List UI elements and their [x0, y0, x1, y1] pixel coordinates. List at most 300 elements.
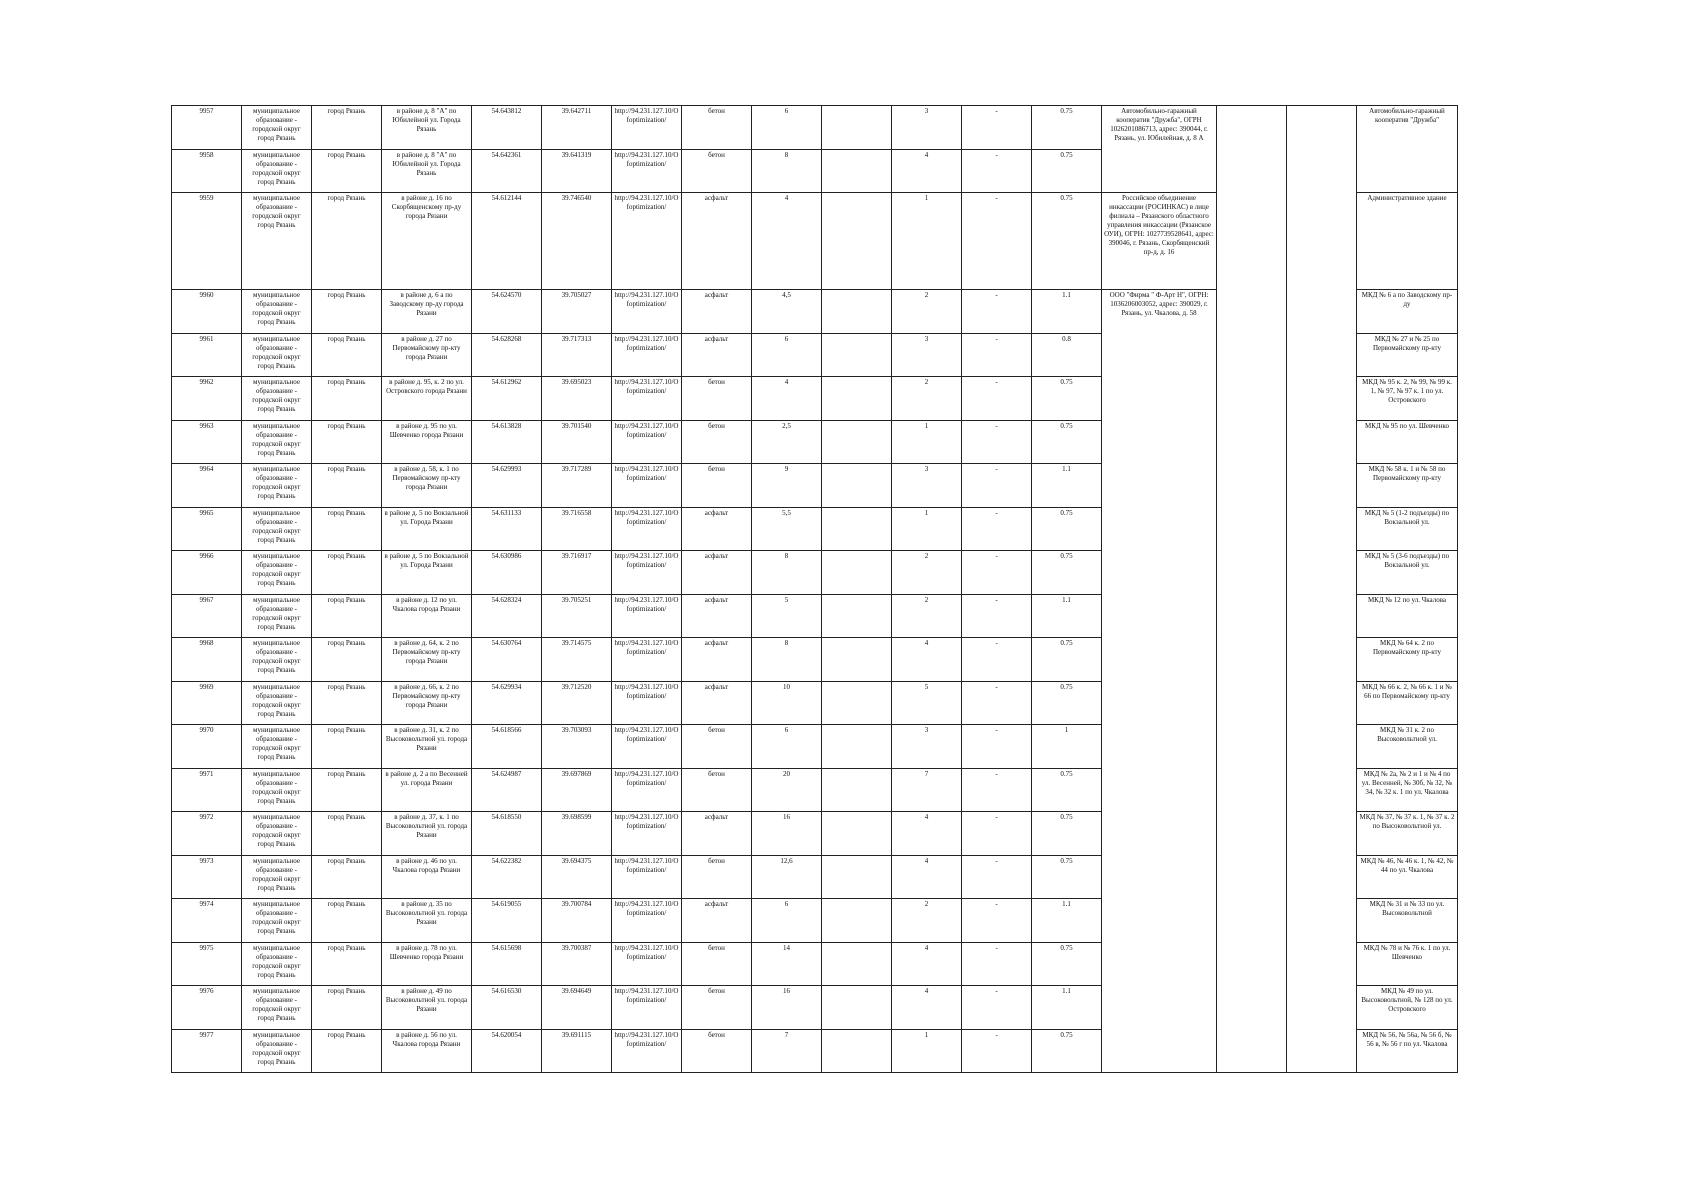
latitude-cell: 54.618566 [472, 725, 542, 769]
latitude-cell: 54.628324 [472, 594, 542, 638]
row-number: 9965 [172, 507, 242, 551]
surface-cell: бетон [682, 149, 752, 193]
volume-cell: 0.75 [1032, 507, 1102, 551]
row-number: 9967 [172, 594, 242, 638]
row-number: 9974 [172, 899, 242, 943]
municipality-cell: муниципальное образование - городской округ город Рязань [242, 551, 312, 595]
latitude-cell: 54.630986 [472, 551, 542, 595]
surface-cell: асфальт [682, 681, 752, 725]
empty-cell [822, 681, 892, 725]
city-cell: город Рязань [312, 290, 382, 334]
volume-cell: 0.75 [1032, 855, 1102, 899]
empty-cell [822, 333, 892, 377]
volume-cell: 0.75 [1032, 1029, 1102, 1073]
longitude-cell: 39.700784 [542, 899, 612, 943]
container-count-cell: 4 [892, 942, 962, 986]
waste-source-cell: МКД № 66 к. 2, № 66 к. 1 и № 66 по Первомайскому пр-кту [1357, 681, 1458, 725]
surface-cell: асфальт [682, 812, 752, 856]
address-cell: в районе д. 27 по Первомайскому пр-кту города Рязани [382, 333, 472, 377]
container-count-cell: 1 [892, 420, 962, 464]
surface-cell: асфальт [682, 333, 752, 377]
row-number: 9968 [172, 638, 242, 682]
area-cell: 16 [752, 812, 822, 856]
longitude-cell: 39.717289 [542, 464, 612, 508]
address-cell: в районе д. 46 по ул. Чкалова города Рязани [382, 855, 472, 899]
area-cell: 14 [752, 942, 822, 986]
waste-source-cell: МКД № 31 и № 33 по ул. Высоковольтной [1357, 899, 1458, 943]
map-link-cell[interactable]: http://94.231.127.10/Ofoptimization/ [612, 149, 682, 193]
row-number: 9960 [172, 290, 242, 334]
latitude-cell: 54.612144 [472, 193, 542, 290]
map-link-cell[interactable]: http://94.231.127.10/Ofoptimization/ [612, 1029, 682, 1073]
surface-cell: бетон [682, 855, 752, 899]
address-cell: в районе д. 31, к. 2 по Высоковольтной ул. города Рязани [382, 725, 472, 769]
municipality-cell: муниципальное образование - городской округ город Рязань [242, 986, 312, 1030]
latitude-cell: 54.624570 [472, 290, 542, 334]
volume-cell: 0.75 [1032, 812, 1102, 856]
surface-cell: асфальт [682, 594, 752, 638]
surface-cell: бетон [682, 768, 752, 812]
empty-cell [822, 638, 892, 682]
owner-cell: Автомобильно-гаражный кооператив "Дружба", ОГРН 1026201086713, адрес: 390044, г. Рязань, ул. Юбилейная, д. 8 А [1102, 106, 1217, 193]
map-link-cell[interactable]: http://94.231.127.10/Ofoptimization/ [612, 507, 682, 551]
surface-cell: бетон [682, 464, 752, 508]
waste-source-cell: МКД № 58 к. 1 и № 58 по Первомайскому пр-кту [1357, 464, 1458, 508]
dash-cell: - [962, 855, 1032, 899]
waste-source-cell: МКД № 46, № 46 к. 1, № 42, № 44 по ул. Чкалова [1357, 855, 1458, 899]
address-cell: в районе д. 8 "А" по Юбилейной ул. Города Рязань [382, 149, 472, 193]
empty-cell [822, 812, 892, 856]
map-link-cell[interactable]: http://94.231.127.10/Ofoptimization/ [612, 986, 682, 1030]
row-number: 9975 [172, 942, 242, 986]
surface-cell: бетон [682, 1029, 752, 1073]
row-number: 9973 [172, 855, 242, 899]
volume-cell: 0.75 [1032, 106, 1102, 150]
city-cell: город Рязань [312, 855, 382, 899]
city-cell: город Рязань [312, 193, 382, 290]
map-link-cell[interactable]: http://94.231.127.10/Ofoptimization/ [612, 594, 682, 638]
surface-cell: бетон [682, 986, 752, 1030]
city-cell: город Рязань [312, 725, 382, 769]
row-number: 9964 [172, 464, 242, 508]
row-number: 9961 [172, 333, 242, 377]
municipality-cell: муниципальное образование - городской округ город Рязань [242, 1029, 312, 1073]
area-cell: 8 [752, 149, 822, 193]
map-link-cell[interactable]: http://94.231.127.10/Ofoptimization/ [612, 725, 682, 769]
dash-cell: - [962, 899, 1032, 943]
empty-cell [822, 149, 892, 193]
row-number: 9959 [172, 193, 242, 290]
longitude-cell: 39.705251 [542, 594, 612, 638]
municipality-cell: муниципальное образование - городской округ город Рязань [242, 333, 312, 377]
longitude-cell: 39.703093 [542, 725, 612, 769]
address-cell: в районе д. 6 а по Заводскому пр-ду города Рязани [382, 290, 472, 334]
municipality-cell: муниципальное образование - городской округ город Рязань [242, 106, 312, 150]
address-cell: в районе д. 95, к. 2 по ул. Островского города Рязани [382, 377, 472, 421]
municipality-cell: муниципальное образование - городской округ город Рязань [242, 507, 312, 551]
row-number: 9963 [172, 420, 242, 464]
latitude-cell: 54.629934 [472, 681, 542, 725]
surface-cell: бетон [682, 725, 752, 769]
surface-cell: асфальт [682, 638, 752, 682]
address-cell: в районе д. 66, к. 2 по Первомайскому пр-кту города Рязани [382, 681, 472, 725]
container-count-cell: 3 [892, 106, 962, 150]
waste-source-cell: МКД № 64 к. 2 по Первомайскому пр-кту [1357, 638, 1458, 682]
waste-source-cell: МКД № 6 а по Заводскому пр-ду [1357, 290, 1458, 334]
latitude-cell: 54.620054 [472, 1029, 542, 1073]
container-count-cell: 4 [892, 855, 962, 899]
latitude-cell: 54.643812 [472, 106, 542, 150]
container-count-cell: 4 [892, 812, 962, 856]
dash-cell: - [962, 725, 1032, 769]
municipality-cell: муниципальное образование - городской округ город Рязань [242, 464, 312, 508]
dash-cell: - [962, 507, 1032, 551]
empty-cell [822, 106, 892, 150]
volume-cell: 0.75 [1032, 377, 1102, 421]
row-number: 9957 [172, 106, 242, 150]
volume-cell: 0.75 [1032, 681, 1102, 725]
waste-source-cell: МКД № 5 (1-2 подъезды) по Вокзальной ул. [1357, 507, 1458, 551]
dash-cell: - [962, 377, 1032, 421]
surface-cell: бетон [682, 377, 752, 421]
address-cell: в районе д. 58, к. 1 по Первомайскому пр-кту города Рязани [382, 464, 472, 508]
row-number: 9969 [172, 681, 242, 725]
surface-cell: асфальт [682, 193, 752, 290]
city-cell: город Рязань [312, 681, 382, 725]
municipality-cell: муниципальное образование - городской округ город Рязань [242, 149, 312, 193]
volume-cell: 1.1 [1032, 464, 1102, 508]
empty-cell [822, 464, 892, 508]
municipality-cell: муниципальное образование - городской округ город Рязань [242, 681, 312, 725]
dash-cell: - [962, 333, 1032, 377]
row-number: 9972 [172, 812, 242, 856]
city-cell: город Рязань [312, 986, 382, 1030]
city-cell: город Рязань [312, 106, 382, 150]
surface-cell: асфальт [682, 551, 752, 595]
empty-cell [822, 377, 892, 421]
area-cell: 4 [752, 193, 822, 290]
map-link-cell[interactable]: http://94.231.127.10/Ofoptimization/ [612, 638, 682, 682]
row-number: 9971 [172, 768, 242, 812]
registry-table [171, 105, 1458, 1073]
dash-cell: - [962, 638, 1032, 682]
city-cell: город Рязань [312, 464, 382, 508]
row-number: 9977 [172, 1029, 242, 1073]
row-number: 9976 [172, 986, 242, 1030]
area-cell: 8 [752, 551, 822, 595]
container-count-cell: 2 [892, 377, 962, 421]
dash-cell: - [962, 551, 1032, 595]
table-row [172, 106, 1458, 150]
area-cell: 12,6 [752, 855, 822, 899]
row-number: 9970 [172, 725, 242, 769]
volume-cell: 0.75 [1032, 942, 1102, 986]
latitude-cell: 54.624987 [472, 768, 542, 812]
volume-cell: 0.75 [1032, 420, 1102, 464]
city-cell: город Рязань [312, 551, 382, 595]
address-cell: в районе д. 16 по Скорбященскому пр-ду города Рязани [382, 193, 472, 290]
waste-source-cell: МКД № 95 к. 2, № 99, № 99 к. 1, № 97, № 97 к. 1 по ул. Островского [1357, 377, 1458, 421]
city-cell: город Рязань [312, 420, 382, 464]
longitude-cell: 39.641319 [542, 149, 612, 193]
longitude-cell: 39.695023 [542, 377, 612, 421]
empty-cell [822, 855, 892, 899]
city-cell: город Рязань [312, 1029, 382, 1073]
volume-cell: 0.75 [1032, 149, 1102, 193]
dash-cell: - [962, 594, 1032, 638]
volume-cell: 0.75 [1032, 638, 1102, 682]
dash-cell: - [962, 768, 1032, 812]
waste-source-cell: МКД № 27 и № 25 по Первомайскому пр-кту [1357, 333, 1458, 377]
longitude-cell: 39.697869 [542, 768, 612, 812]
volume-cell: 1.1 [1032, 594, 1102, 638]
map-link-cell[interactable]: http://94.231.127.10/Ofoptimization/ [612, 681, 682, 725]
address-cell: в районе д. 2 а по Весенней ул. города Рязани [382, 768, 472, 812]
empty-cell [822, 420, 892, 464]
address-cell: в районе д. 12 по ул. Чкалова города Рязани [382, 594, 472, 638]
municipality-cell: муниципальное образование - городской округ город Рязань [242, 942, 312, 986]
area-cell: 6 [752, 899, 822, 943]
container-count-cell: 1 [892, 507, 962, 551]
empty-cell [822, 193, 892, 290]
owner-cell: Российское объединение инкассации (РОСИНКАС) в лице филиала – Рязанского областного управления инкассации (Рязанское ОУИ), ОГРН: 1027739528641, адрес: 390046, г. Рязань, Скорбященский пр-д, д. 16 [1102, 193, 1217, 290]
municipality-cell: муниципальное образование - городской округ город Рязань [242, 290, 312, 334]
map-link-cell[interactable]: http://94.231.127.10/Ofoptimization/ [612, 290, 682, 334]
dash-cell: - [962, 986, 1032, 1030]
latitude-cell: 54.616530 [472, 986, 542, 1030]
map-link-cell[interactable]: http://94.231.127.10/Ofoptimization/ [612, 420, 682, 464]
surface-cell: асфальт [682, 507, 752, 551]
empty-cell [822, 899, 892, 943]
waste-source-cell: МКД № 95 по ул. Шевченко [1357, 420, 1458, 464]
waste-source-cell: МКД № 49 по ул. Высоковольтной, № 128 по ул. Островского [1357, 986, 1458, 1030]
dash-cell: - [962, 812, 1032, 856]
row-number: 9958 [172, 149, 242, 193]
longitude-cell: 39.717313 [542, 333, 612, 377]
waste-source-cell: МКД № 37, № 37 к. 1, № 37 к. 2 по Высоковольтной ул. [1357, 812, 1458, 856]
longitude-cell: 39.716558 [542, 507, 612, 551]
longitude-cell: 39.746540 [542, 193, 612, 290]
volume-cell: 0.8 [1032, 333, 1102, 377]
longitude-cell: 39.642711 [542, 106, 612, 150]
registry-body [172, 106, 1458, 1073]
municipality-cell: муниципальное образование - городской округ город Рязань [242, 768, 312, 812]
container-count-cell: 4 [892, 986, 962, 1030]
latitude-cell: 54.612962 [472, 377, 542, 421]
city-cell: город Рязань [312, 333, 382, 377]
row-number: 9962 [172, 377, 242, 421]
surface-cell: асфальт [682, 290, 752, 334]
area-cell: 16 [752, 986, 822, 1030]
municipality-cell: муниципальное образование - городской округ город Рязань [242, 420, 312, 464]
waste-source-cell: МКД № 31 к. 2 по Высоковольтной ул. [1357, 725, 1458, 769]
row-number: 9966 [172, 551, 242, 595]
map-link-cell[interactable]: http://94.231.127.10/Ofoptimization/ [612, 812, 682, 856]
empty-cell [822, 290, 892, 334]
area-cell: 7 [752, 1029, 822, 1073]
volume-cell: 1 [1032, 725, 1102, 769]
surface-cell: бетон [682, 942, 752, 986]
waste-source-cell: Автомобильно-гаражный кооператив "Дружба" [1357, 106, 1458, 193]
waste-source-cell: МКД № 5 (3-6 подъезды) по Вокзальной ул. [1357, 551, 1458, 595]
latitude-cell: 54.619055 [472, 899, 542, 943]
container-count-cell: 2 [892, 594, 962, 638]
municipality-cell: муниципальное образование - городской округ город Рязань [242, 899, 312, 943]
latitude-cell: 54.613828 [472, 420, 542, 464]
latitude-cell: 54.618550 [472, 812, 542, 856]
dash-cell: - [962, 1029, 1032, 1073]
volume-cell: 0.75 [1032, 193, 1102, 290]
latitude-cell: 54.628268 [472, 333, 542, 377]
address-cell: в районе д. 56 по ул. Чкалова города Рязани [382, 1029, 472, 1073]
owner-cell: ООО "Фирма " Ф-Арт Н", ОГРН: 1036206003052, адрес: 390029, г. Рязань, ул. Чкалова, д. 58 [1102, 290, 1217, 1073]
volume-cell: 0.75 [1032, 768, 1102, 812]
blank-column-a [1217, 106, 1287, 1073]
map-link-cell[interactable]: http://94.231.127.10/Ofoptimization/ [612, 333, 682, 377]
empty-cell [822, 1029, 892, 1073]
city-cell: город Рязань [312, 942, 382, 986]
city-cell: город Рязань [312, 899, 382, 943]
address-cell: в районе д. 78 по ул. Шевченко города Рязани [382, 942, 472, 986]
city-cell: город Рязань [312, 638, 382, 682]
volume-cell: 1.1 [1032, 899, 1102, 943]
container-count-cell: 4 [892, 149, 962, 193]
empty-cell [822, 768, 892, 812]
map-link-cell[interactable]: http://94.231.127.10/Ofoptimization/ [612, 942, 682, 986]
city-cell: город Рязань [312, 377, 382, 421]
dash-cell: - [962, 942, 1032, 986]
longitude-cell: 39.714575 [542, 638, 612, 682]
municipality-cell: муниципальное образование - городской округ город Рязань [242, 193, 312, 290]
container-count-cell: 2 [892, 899, 962, 943]
area-cell: 4,5 [752, 290, 822, 334]
longitude-cell: 39.716917 [542, 551, 612, 595]
city-cell: город Рязань [312, 594, 382, 638]
municipality-cell: муниципальное образование - городской округ город Рязань [242, 594, 312, 638]
empty-cell [822, 594, 892, 638]
area-cell: 6 [752, 106, 822, 150]
waste-source-cell: МКД № 78 и № 76 к. 1 по ул. Шевченко [1357, 942, 1458, 986]
city-cell: город Рязань [312, 768, 382, 812]
area-cell: 2,5 [752, 420, 822, 464]
address-cell: в районе д. 49 по Высоковольтной ул. города Рязани [382, 986, 472, 1030]
longitude-cell: 39.698599 [542, 812, 612, 856]
area-cell: 20 [752, 768, 822, 812]
surface-cell: бетон [682, 420, 752, 464]
empty-cell [822, 725, 892, 769]
dash-cell: - [962, 290, 1032, 334]
latitude-cell: 54.642361 [472, 149, 542, 193]
latitude-cell: 54.622382 [472, 855, 542, 899]
longitude-cell: 39.705027 [542, 290, 612, 334]
empty-cell [822, 551, 892, 595]
map-link-cell[interactable]: http://94.231.127.10/Ofoptimization/ [612, 464, 682, 508]
dash-cell: - [962, 464, 1032, 508]
dash-cell: - [962, 149, 1032, 193]
map-link-cell[interactable]: http://94.231.127.10/Ofoptimization/ [612, 551, 682, 595]
area-cell: 8 [752, 638, 822, 682]
volume-cell: 1.1 [1032, 986, 1102, 1030]
area-cell: 9 [752, 464, 822, 508]
address-cell: в районе д. 5 по Вокзальной ул. Города Рязани [382, 551, 472, 595]
dash-cell: - [962, 106, 1032, 150]
municipality-cell: муниципальное образование - городской округ город Рязань [242, 812, 312, 856]
waste-source-cell: МКД № 56, № 56а, № 56 б, № 56 в, № 56 г по ул. Чкалова [1357, 1029, 1458, 1073]
longitude-cell: 39.701540 [542, 420, 612, 464]
container-count-cell: 3 [892, 333, 962, 377]
container-count-cell: 2 [892, 290, 962, 334]
address-cell: в районе д. 95 по ул. Шевченко города Рязани [382, 420, 472, 464]
container-count-cell: 5 [892, 681, 962, 725]
container-count-cell: 2 [892, 551, 962, 595]
municipality-cell: муниципальное образование - городской округ город Рязань [242, 725, 312, 769]
map-link-cell[interactable]: http://94.231.127.10/Ofoptimization/ [612, 899, 682, 943]
area-cell: 10 [752, 681, 822, 725]
address-cell: в районе д. 37, к. 1 по Высоковольтной ул. города Рязани [382, 812, 472, 856]
latitude-cell: 54.629993 [472, 464, 542, 508]
container-count-cell: 4 [892, 638, 962, 682]
area-cell: 6 [752, 725, 822, 769]
address-cell: в районе д. 64, к. 2 по Первомайскому пр-кту города Рязани [382, 638, 472, 682]
surface-cell: бетон [682, 106, 752, 150]
container-count-cell: 1 [892, 1029, 962, 1073]
waste-source-cell: МКД № 2а, № 2 и 1 и № 4 по ул. Весенней, № 30б, № 32, № 34, № 32 к. 1 по ул. Чкалова [1357, 768, 1458, 812]
area-cell: 4 [752, 377, 822, 421]
waste-source-cell: Административное здание [1357, 193, 1458, 290]
city-cell: город Рязань [312, 507, 382, 551]
volume-cell: 0.75 [1032, 551, 1102, 595]
empty-cell [822, 507, 892, 551]
latitude-cell: 54.631133 [472, 507, 542, 551]
map-link-cell[interactable]: http://94.231.127.10/Ofoptimization/ [612, 768, 682, 812]
dash-cell: - [962, 420, 1032, 464]
map-link-cell[interactable]: http://94.231.127.10/Ofoptimization/ [612, 855, 682, 899]
container-count-cell: 1 [892, 193, 962, 290]
map-link-cell[interactable]: http://94.231.127.10/Ofoptimization/ [612, 106, 682, 150]
map-link-cell[interactable]: http://94.231.127.10/Ofoptimization/ [612, 377, 682, 421]
empty-cell [822, 942, 892, 986]
longitude-cell: 39.712520 [542, 681, 612, 725]
container-count-cell: 7 [892, 768, 962, 812]
municipality-cell: муниципальное образование - городской округ город Рязань [242, 638, 312, 682]
city-cell: город Рязань [312, 149, 382, 193]
municipality-cell: муниципальное образование - городской округ город Рязань [242, 855, 312, 899]
longitude-cell: 39.694375 [542, 855, 612, 899]
dash-cell: - [962, 681, 1032, 725]
volume-cell: 1.1 [1032, 290, 1102, 334]
latitude-cell: 54.630764 [472, 638, 542, 682]
longitude-cell: 39.694649 [542, 986, 612, 1030]
map-link-cell[interactable]: http://94.231.127.10/Ofoptimization/ [612, 193, 682, 290]
municipality-cell: муниципальное образование - городской округ город Рязань [242, 377, 312, 421]
address-cell: в районе д. 35 по Высоковольтной ул. города Рязани [382, 899, 472, 943]
area-cell: 5,5 [752, 507, 822, 551]
container-count-cell: 3 [892, 464, 962, 508]
address-cell: в районе д. 5 по Вокзальной ул. Города Рязани [382, 507, 472, 551]
dash-cell: - [962, 193, 1032, 290]
area-cell: 5 [752, 594, 822, 638]
city-cell: город Рязань [312, 812, 382, 856]
waste-source-cell: МКД № 12 по ул. Чкалова [1357, 594, 1458, 638]
blank-column-b [1287, 106, 1357, 1073]
latitude-cell: 54.615698 [472, 942, 542, 986]
area-cell: 6 [752, 333, 822, 377]
longitude-cell: 39.700387 [542, 942, 612, 986]
surface-cell: асфальт [682, 899, 752, 943]
empty-cell [822, 986, 892, 1030]
longitude-cell: 39.691115 [542, 1029, 612, 1073]
container-count-cell: 3 [892, 725, 962, 769]
